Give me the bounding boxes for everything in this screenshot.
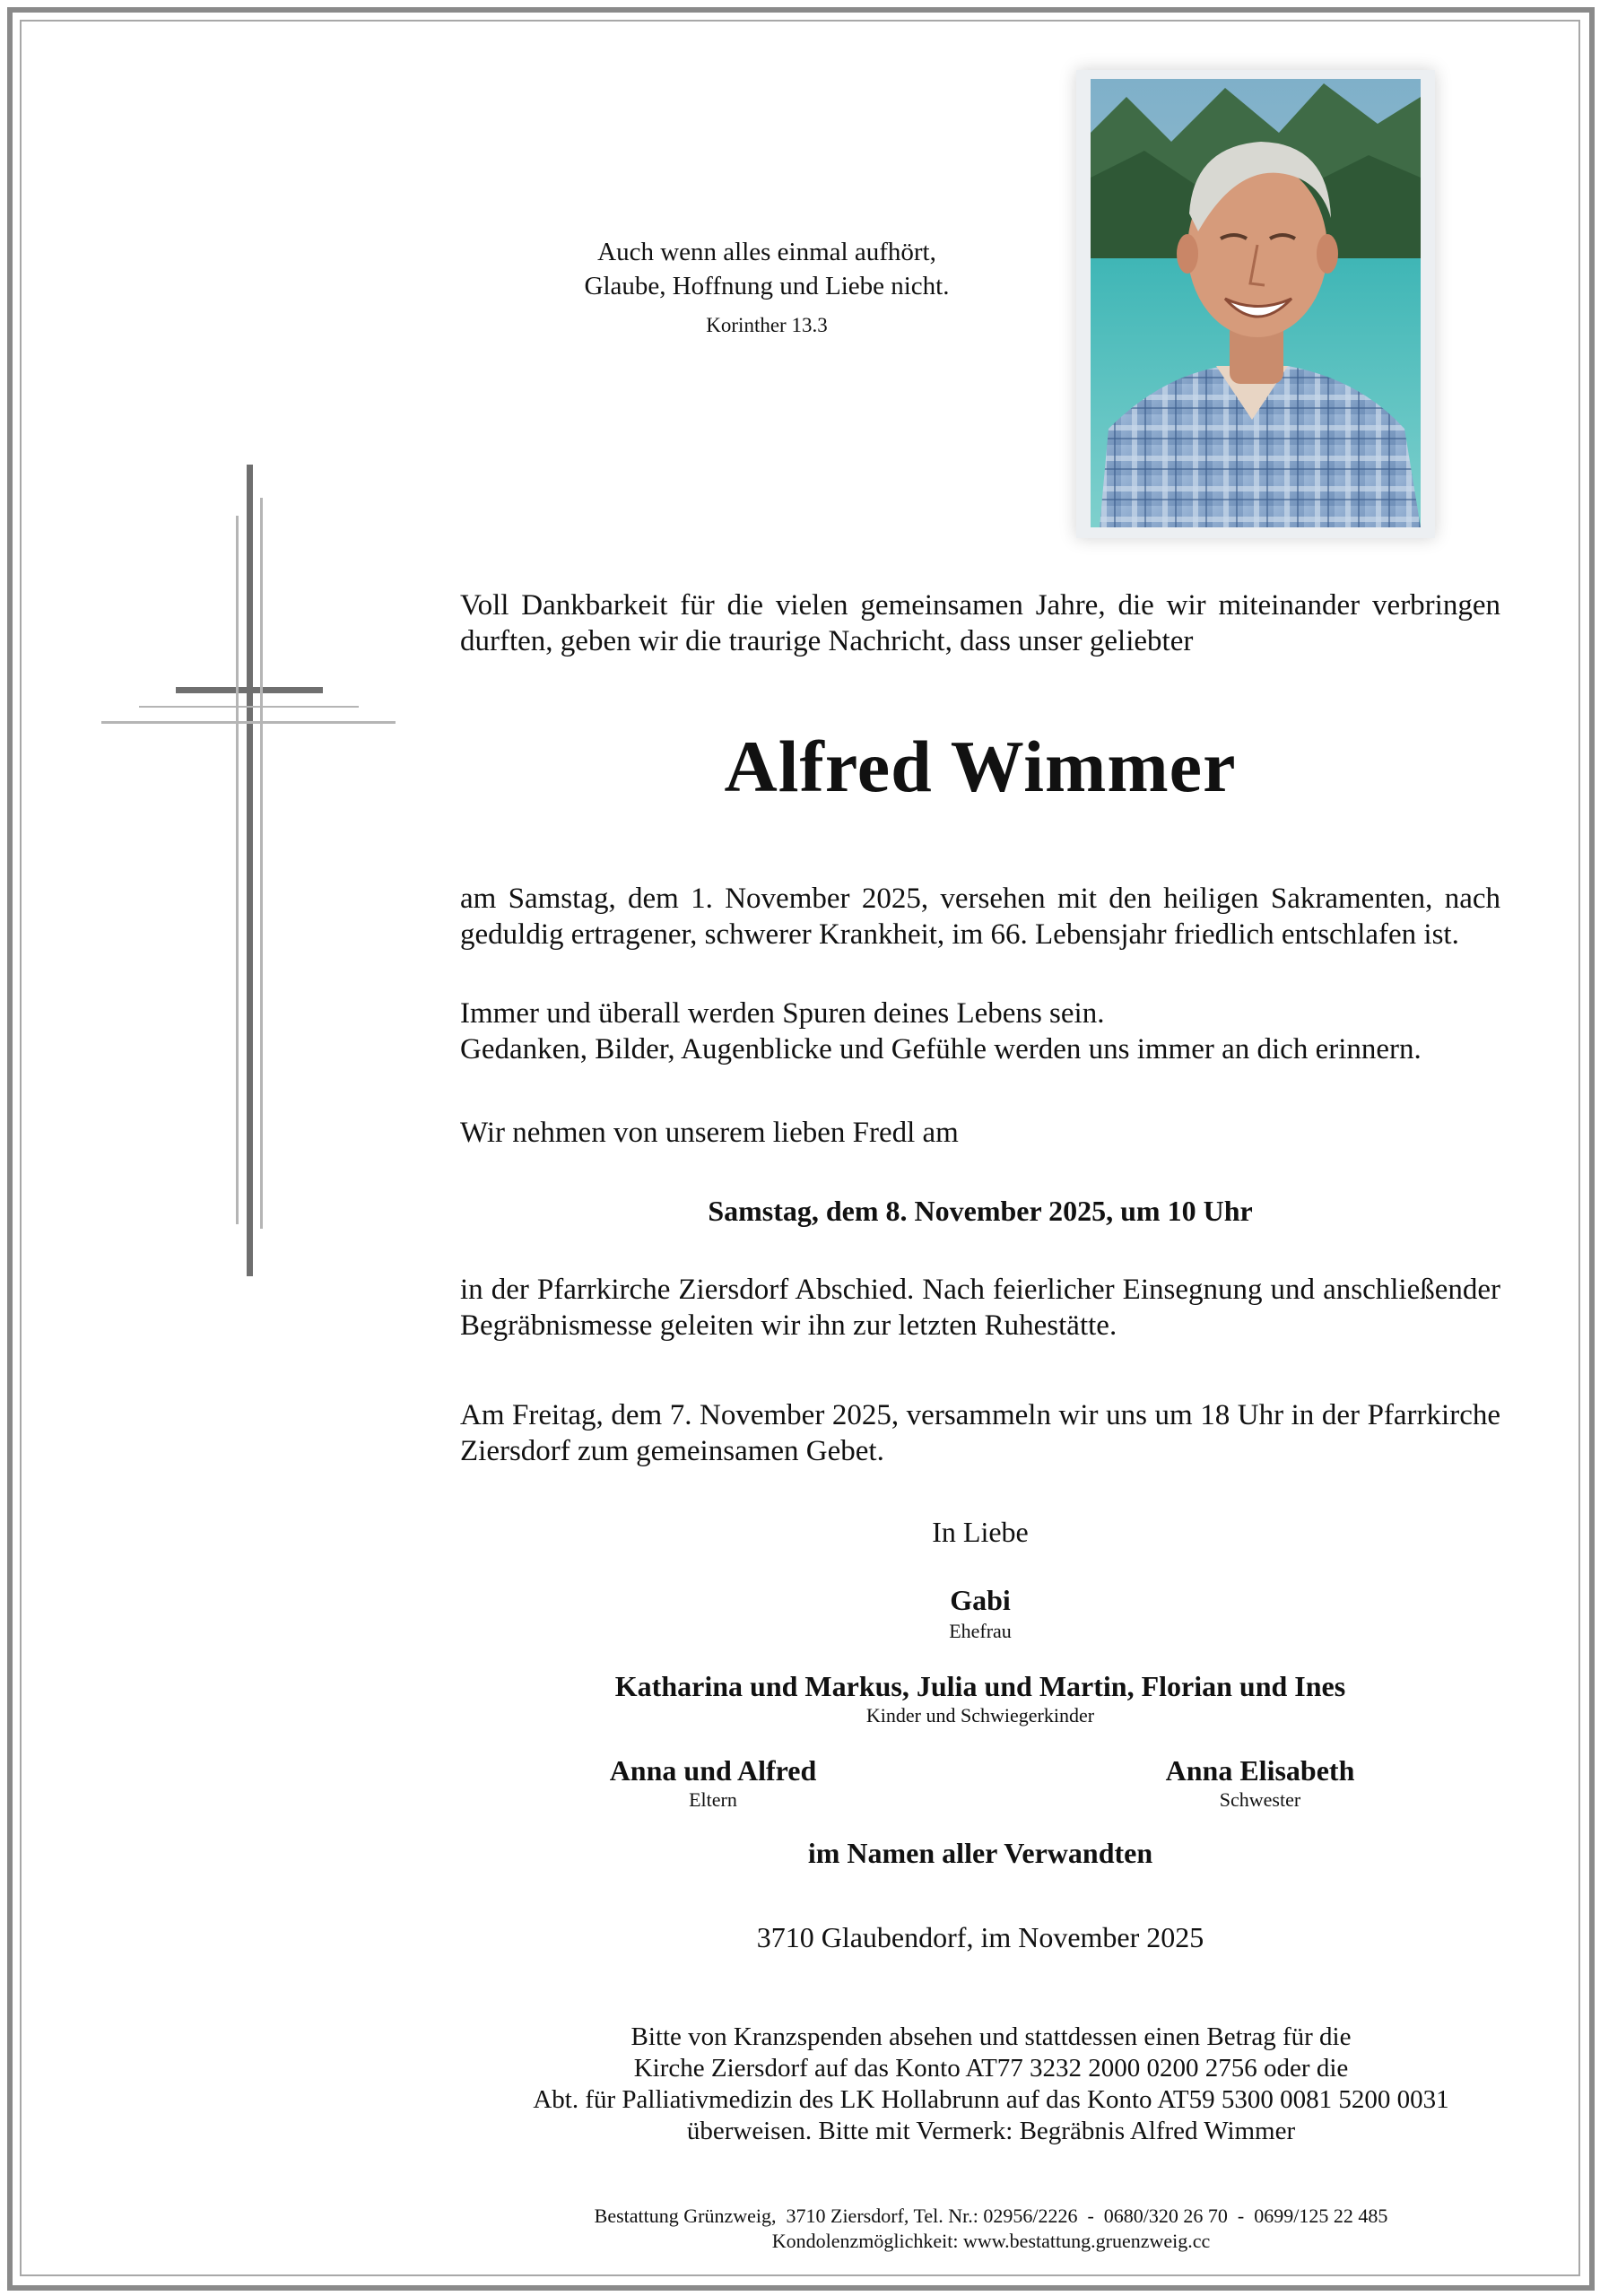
farewell-intro: Wir nehmen von unserem lieben Fredl am (460, 1117, 959, 1149)
condolence-link[interactable]: Kondolenzmöglichkeit: www.bestattung.gruenzweig.cc (771, 2230, 1211, 2252)
mourner-parents-names: Anna und Alfred (609, 1754, 817, 1787)
death-notice: am Samstag, dem 1. November 2025, versehen mit den heiligen Sakramenten, nach geduldig ertragener, schwerer Krankheit, im 66. Lebensjahr friedlich entschlafen ist. (460, 883, 1500, 951)
funeral-place: in der Pfarrkirche Ziersdorf Abschied. Nach feierlicher Einsegnung und anschließender Begräbnismesse geleiten wir ihn zur letzten Ruhestätte. (460, 1274, 1500, 1342)
mourner-sister-name: Anna Elisabeth (1165, 1754, 1355, 1787)
cross-line-lower (101, 721, 396, 724)
funeral-home-contact: Bestattung Grünzweig, 3710 Ziersdorf, Tel. Nr.: 02956/2226 - 0680/320 26 70 - 0699/125 22 485 (594, 2205, 1388, 2227)
deceased-name: Alfred Wimmer (724, 726, 1237, 807)
donation-line-1: Bitte von Kranzspenden absehen und stattdessen einen Betrag für die (630, 2022, 1352, 2051)
donation-line-3: Abt. für Palliativmedizin des LK Hollabrunn auf das Konto AT59 5300 0081 5200 0031 (533, 2085, 1449, 2114)
cross-line-upper (139, 706, 359, 708)
funeral-date: Samstag, dem 8. November 2025, um 10 Uhr (708, 1195, 1253, 1227)
intro-paragraph: Voll Dankbarkeit für die vielen gemeinsamen Jahre, die wir miteinander verbringen durften, geben wir die traurige Nachricht, dass unser geliebter (460, 589, 1500, 657)
portrait-frame (1076, 70, 1435, 538)
motto-line-1: Auch wenn alles einmal aufhört, (597, 238, 936, 266)
mourner-children-names: Katharina und Markus, Julia und Martin, Florian und Ines (614, 1670, 1346, 1702)
mourner-relatives: im Namen aller Verwandten (807, 1837, 1153, 1869)
mourner-wife-name: Gabi (950, 1584, 1011, 1616)
cross-horizontal-beam (176, 687, 323, 693)
closing-greeting: In Liebe (932, 1516, 1029, 1548)
memory-text (460, 996, 1500, 1067)
mourner-parents-relation: Eltern (689, 1788, 737, 1811)
motto-reference: Korinther 13.3 (706, 314, 828, 336)
cross-line-left (236, 516, 239, 1224)
portrait-photo (1091, 79, 1421, 527)
memory-line-2: Gedanken, Bilder, Augenblicke und Gefühle werden uns immer an dich erinnern. (460, 1033, 1422, 1065)
motto (502, 235, 1031, 303)
motto-line-2: Glaube, Hoffnung und Liebe nicht. (584, 272, 950, 300)
donation-note (395, 2022, 1587, 2147)
cross-line-right (260, 498, 263, 1229)
portrait-image (1091, 79, 1421, 527)
mourner-sister-relation: Schwester (1219, 1788, 1301, 1811)
prayer-notice: Am Freitag, dem 7. November 2025, versammeln wir uns um 18 Uhr in der Pfarrkirche Ziersdorf zum gemeinsamen Gebet. (460, 1399, 1500, 1467)
cross-vertical-beam (247, 465, 253, 1276)
memory-line-1: Immer und überall werden Spuren deines Lebens sein. (460, 997, 1105, 1030)
mourner-children-relation: Kinder und Schwiegerkinder (865, 1704, 1095, 1726)
place-and-date: 3710 Glaubendorf, im November 2025 (756, 1921, 1204, 1953)
donation-line-4: überweisen. Bitte mit Vermerk: Begräbnis Alfred Wimmer (686, 2117, 1296, 2145)
mourner-wife-relation: Ehefrau (949, 1620, 1012, 1642)
donation-line-2: Kirche Ziersdorf auf das Konto AT77 3232 2000 0200 2756 oder die (633, 2054, 1349, 2083)
